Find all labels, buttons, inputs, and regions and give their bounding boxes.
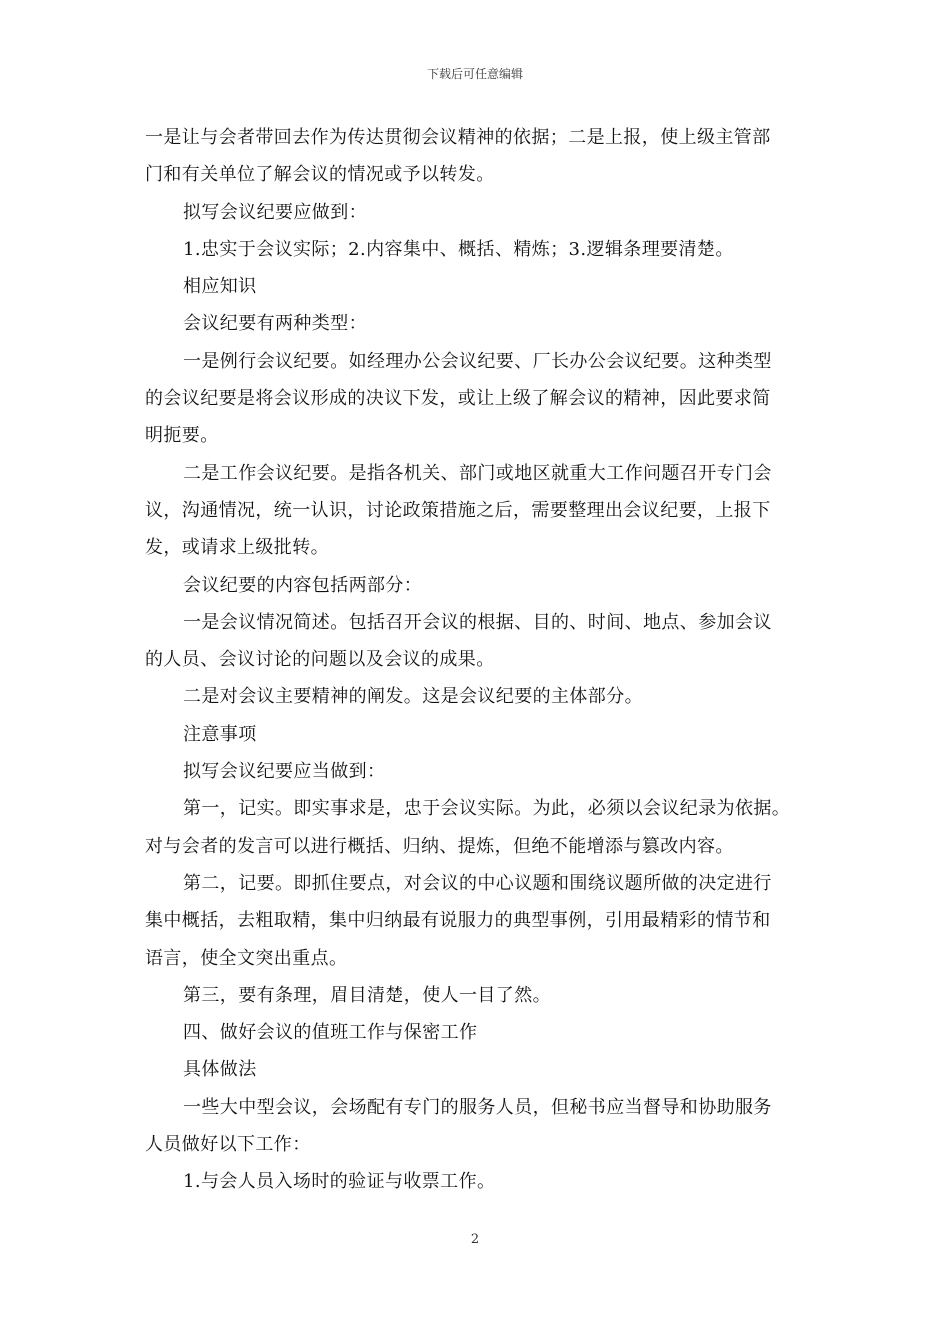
document-body — [145, 119, 810, 1201]
text-line: 1.与会人员入场时的验证与收票工作。 — [183, 1171, 496, 1193]
text-line: 四、做好会议的值班工作与保密工作 — [183, 1022, 478, 1044]
text-line: 二是工作会议纪要。是指各机关、部门或地区就重大工作问题召开专门会 — [183, 462, 772, 484]
text-line: 发，或请求上级批转。 — [145, 537, 329, 559]
text-line: 集中概括，去粗取精，集中归纳最有说服力的典型事例，引用最精彩的情节和 — [145, 910, 771, 932]
text-line: 人员做好以下工作： — [145, 1134, 311, 1156]
text-line: 具体做法 — [183, 1059, 257, 1081]
page-header-note: 下载后可任意编辑 — [426, 67, 523, 81]
text-line: 二是对会议主要精神的阐发。这是会议纪要的主体部分。 — [183, 686, 643, 708]
text-line: 第一，记实。即实事求是，忠于会议实际。为此，必须以会议纪录为依据。 — [183, 798, 791, 820]
text-line: 1.忠实于会议实际；2.内容集中、概括、精炼；3.逻辑条理要清楚。 — [183, 238, 734, 260]
text-line: 的会议纪要是将会议形成的决议下发，或让上级了解会议的精神，因此要求简 — [145, 388, 771, 410]
text-line: 对与会者的发言可以进行概括、归纳、提炼，但绝不能增添与篡改内容。 — [145, 835, 734, 857]
text-line: 明扼要。 — [145, 425, 219, 447]
text-line: 的人员、会议讨论的问题以及会议的成果。 — [145, 649, 495, 671]
text-line: 会议纪要有两种类型： — [183, 313, 367, 335]
text-line: 一是例行会议纪要。如经理办公会议纪要、厂长办公会议纪要。这种类型 — [183, 350, 772, 372]
text-line: 第二，记要。即抓住要点，对会议的中心议题和围绕议题所做的决定进行 — [183, 872, 772, 894]
text-line: 第三，要有条理，眉目清楚，使人一目了然。 — [183, 984, 551, 1006]
text-line: 注意事项 — [183, 723, 257, 745]
text-line: 门和有关单位了解会议的情况或予以转发。 — [145, 164, 495, 186]
text-line: 一是会议情况简述。包括召开会议的根据、目的、时间、地点、参加会议 — [183, 611, 772, 633]
text-line: 议，沟通情况，统一认识，讨论政策措施之后，需要整理出会议纪要，上报下 — [145, 499, 771, 521]
text-line: 相应知识 — [183, 276, 257, 298]
text-line: 一是让与会者带回去作为传达贯彻会议精神的依据；二是上报，使上级主管部 — [145, 127, 771, 148]
text-line: 一些大中型会议，会场配有专门的服务人员，但秘书应当督导和协助服务 — [183, 1096, 772, 1118]
text-line: 拟写会议纪要应当做到： — [183, 761, 386, 783]
text-line: 语言，使全文突出重点。 — [145, 947, 348, 969]
page-number: 2 — [470, 1232, 480, 1247]
text-line: 拟写会议纪要应做到： — [183, 201, 367, 223]
text-line: 会议纪要的内容包括两部分： — [183, 574, 423, 596]
